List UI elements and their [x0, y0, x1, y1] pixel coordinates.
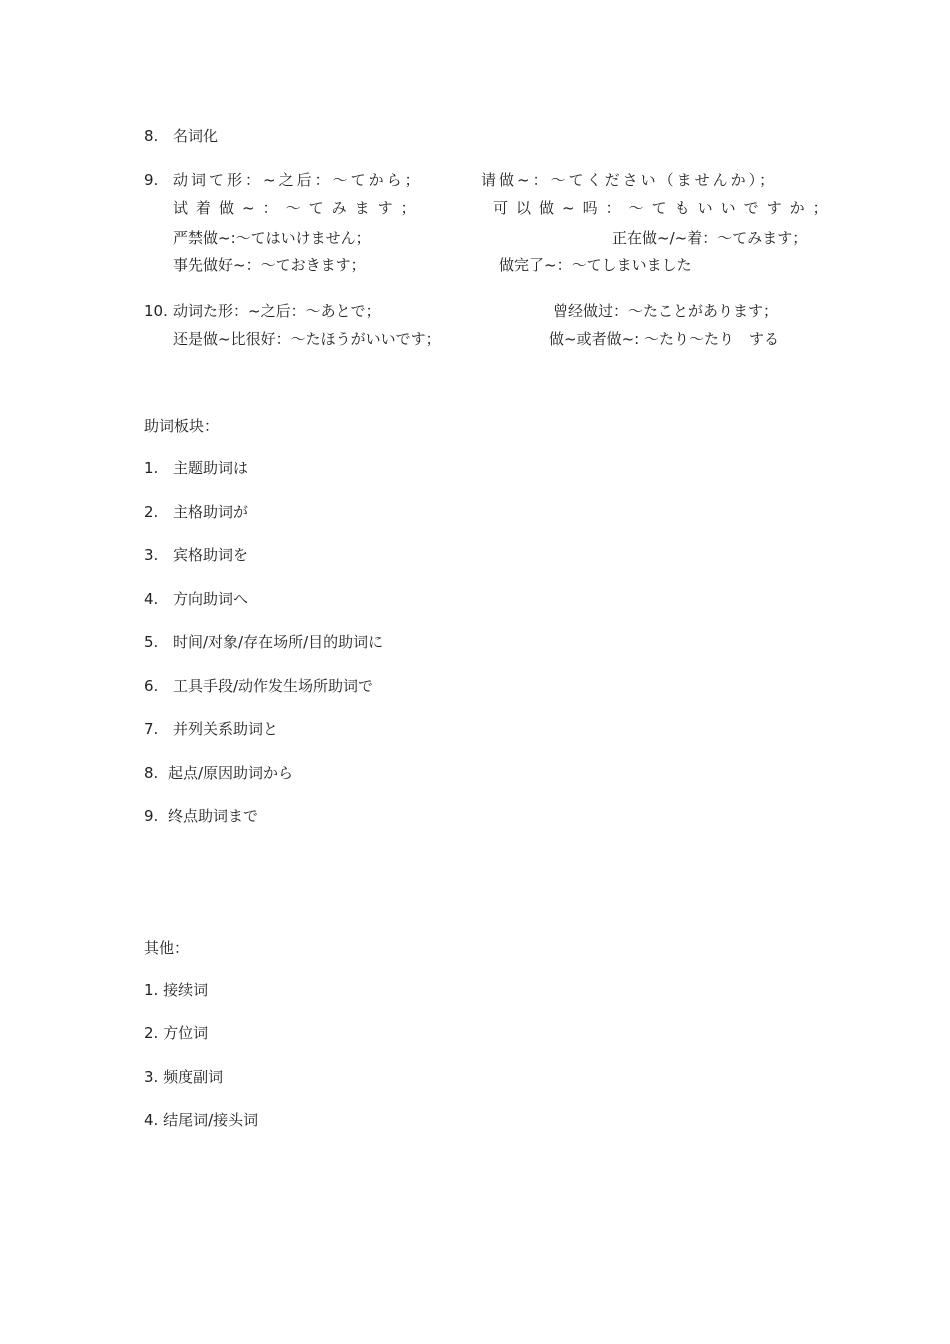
list-item-text: 工具手段/动作发生场所助词で: [173, 677, 374, 695]
list-item-text: 终点助词まで: [168, 807, 259, 825]
list-number: 4.: [144, 590, 159, 608]
list-item-text: 并列关系助词と: [173, 720, 279, 738]
list-number: 2.: [144, 503, 159, 521]
grammar-line: 正在做~/~着：～てみます；: [612, 229, 808, 247]
list-number: 8.: [144, 764, 159, 782]
list-item-text: 主题助词は: [173, 459, 249, 477]
list-number: 9.: [144, 171, 159, 189]
list-number: 10.: [144, 302, 168, 320]
list-number: 8.: [144, 127, 159, 145]
list-item: 1. 接续词: [144, 981, 209, 999]
section-heading-particles: 助词板块：: [144, 417, 220, 435]
list-number: 7.: [144, 720, 159, 738]
grammar-line: 可以做~吗：～てもいいですか；: [493, 199, 836, 217]
list-number: 9.: [144, 807, 159, 825]
list-item-text: 宾格助词を: [173, 546, 249, 564]
list-number: 1.: [144, 459, 159, 477]
list-number: 6.: [144, 677, 159, 695]
grammar-line: 事先做好~：～ておきます；: [173, 256, 366, 274]
grammar-line: 还是做~比很好：～たほうがいいです；: [173, 330, 441, 348]
grammar-line: 试着做~：～てみます；: [173, 199, 424, 217]
list-number: 5.: [144, 633, 159, 651]
list-number: 3.: [144, 546, 159, 564]
grammar-line: 请做~：～てください（ませんか）；: [481, 171, 778, 189]
list-item: 3. 频度副词: [144, 1068, 224, 1086]
grammar-line: 做完了~：～てしまいました: [499, 256, 692, 274]
list-item-text: 起点/原因助词から: [168, 764, 294, 782]
grammar-line: 动词て形：~之后：～てから；: [173, 171, 423, 189]
list-item-text: 方向助词へ: [173, 590, 249, 608]
grammar-line: 动词た形：~之后：～あとで；: [173, 302, 381, 320]
list-item-text: 时间/对象/存在场所/目的助词に: [173, 633, 384, 651]
grammar-line: 严禁做~:～てはいけません；: [173, 229, 371, 247]
list-item: 4. 结尾词/接头词: [144, 1111, 259, 1129]
list-item-text: 名词化: [173, 127, 219, 145]
grammar-line: 做~或者做~: ～たり～たり する: [549, 330, 779, 348]
list-item-text: 主格助词が: [173, 503, 249, 521]
section-heading-others: 其他：: [144, 939, 190, 957]
grammar-line: 曾经做过：～たことがあります；: [553, 302, 779, 320]
list-item: 2. 方位词: [144, 1024, 209, 1042]
